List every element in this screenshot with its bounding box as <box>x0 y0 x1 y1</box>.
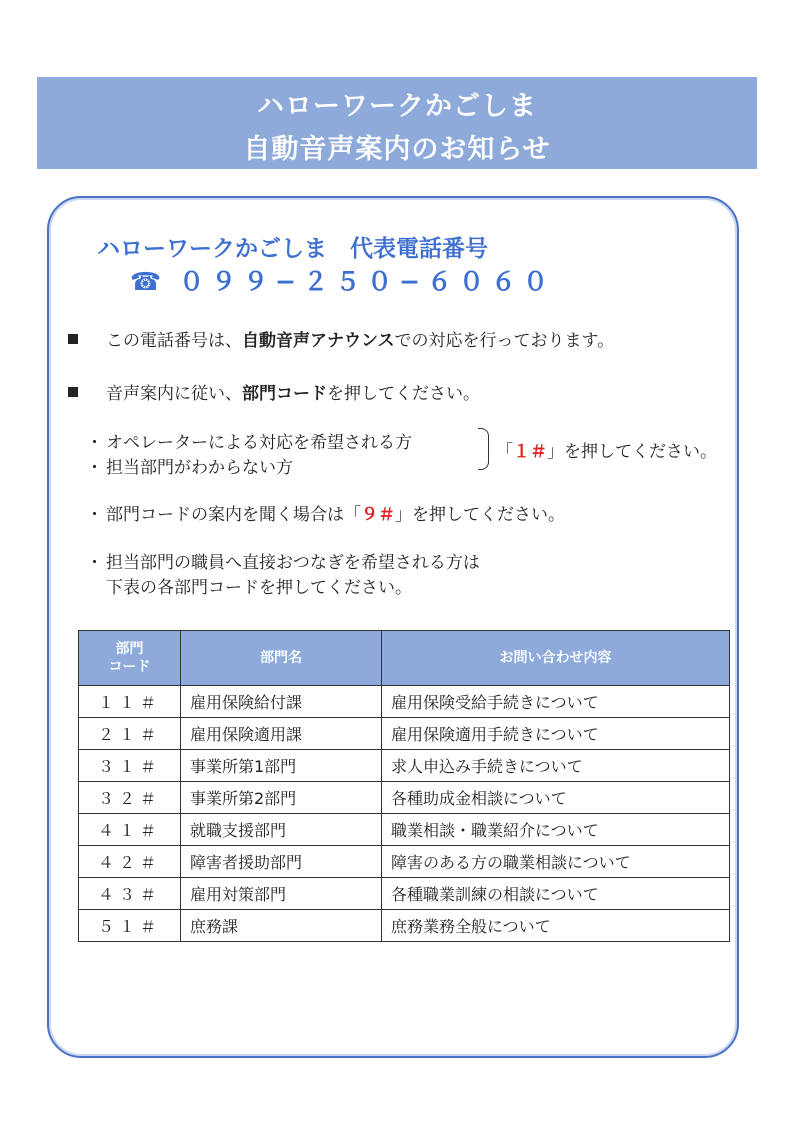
brace-icon <box>478 428 489 470</box>
dept-name-cell: 障害者援助部門 <box>181 846 382 878</box>
table-row <box>79 878 730 910</box>
inquiry-content-cell: 障害のある方の職業相談について <box>382 846 730 878</box>
table-row <box>79 910 730 942</box>
phone-number: ０９９−２５０−６０６０ <box>179 267 556 296</box>
header-title-line2: 自動音声案内のお知らせ <box>243 134 551 165</box>
dept-code-cell: ５１＃ <box>79 910 181 942</box>
representative-phone <box>130 262 555 298</box>
phone-icon: ☎ <box>130 267 162 296</box>
dept-name-cell: 雇用保険給付課 <box>181 686 382 718</box>
header-title-line1: ハローワークかごしま <box>257 91 537 122</box>
inquiry-content-cell: 各種助成金相談について <box>382 782 730 814</box>
table-row <box>79 814 730 846</box>
inquiry-content-cell: 雇用保険適用手続きについて <box>382 718 730 750</box>
dept-code-cell: １１＃ <box>79 686 181 718</box>
dept-code-cell: ４２＃ <box>79 846 181 878</box>
note-automated-announcement: この電話番号は、自動音声アナウンスでの対応を行っております。 <box>68 326 614 351</box>
sub-item-direct-connect: ・ 担当部門の職員へ直接おつなぎを希望される方は <box>86 553 480 573</box>
dept-name-cell: 就職支援部門 <box>181 814 382 846</box>
note-press-dept-code: 音声案内に従い、部門コードを押してください。 <box>68 379 480 404</box>
inquiry-content-cell: 職業相談・職業紹介について <box>382 814 730 846</box>
sub-item-unknown-dept: ・ 担当部門がわからない方 <box>86 458 293 478</box>
inquiry-content-cell: 各種職業訓練の相談について <box>382 878 730 910</box>
header-code-label: 部門 コード <box>108 641 151 675</box>
header-dept-name: 部門名 <box>181 631 382 686</box>
dept-name-cell: 事業所第2部門 <box>181 782 382 814</box>
table-header-row <box>79 631 730 686</box>
header-inquiry-content: お問い合わせ内容 <box>382 631 730 686</box>
dept-code-cell: ２１＃ <box>79 718 181 750</box>
inquiry-content-cell: 求人申込み手続きについて <box>382 750 730 782</box>
dept-name-cell: 雇用対策部門 <box>181 878 382 910</box>
square-bullet-icon <box>68 334 78 344</box>
header-code <box>79 631 181 686</box>
sub-item-direct-connect-line2: 下表の各部門コードを押してください。 <box>106 578 412 598</box>
dept-name-cell: 庶務課 <box>181 910 382 942</box>
press-1-instruction: 「１＃」を押してください。 <box>496 442 717 462</box>
dept-code-cell: ４３＃ <box>79 878 181 910</box>
table-row <box>79 686 730 718</box>
sub-item-code-guide: ・ 部門コードの案内を聞く場合は「９＃」を押してください。 <box>86 505 565 525</box>
table-row <box>79 782 730 814</box>
sub-item-operator: ・ オペレーターによる対応を希望される方 <box>86 433 412 453</box>
dept-name-cell: 雇用保険適用課 <box>181 718 382 750</box>
inquiry-content-cell: 雇用保険受給手続きについて <box>382 686 730 718</box>
table-row <box>79 718 730 750</box>
dept-name-cell: 事業所第1部門 <box>181 750 382 782</box>
dept-code-cell: ３２＃ <box>79 782 181 814</box>
table-row <box>79 846 730 878</box>
square-bullet-icon <box>68 387 78 397</box>
inquiry-content-cell: 庶務業務全般について <box>382 910 730 942</box>
representative-title: ハローワークかごしま 代表電話番号 <box>97 236 488 262</box>
dept-code-cell: ４１＃ <box>79 814 181 846</box>
dept-code-cell: ３１＃ <box>79 750 181 782</box>
page-header <box>37 77 757 169</box>
department-code-table <box>78 630 730 942</box>
table-row <box>79 750 730 782</box>
